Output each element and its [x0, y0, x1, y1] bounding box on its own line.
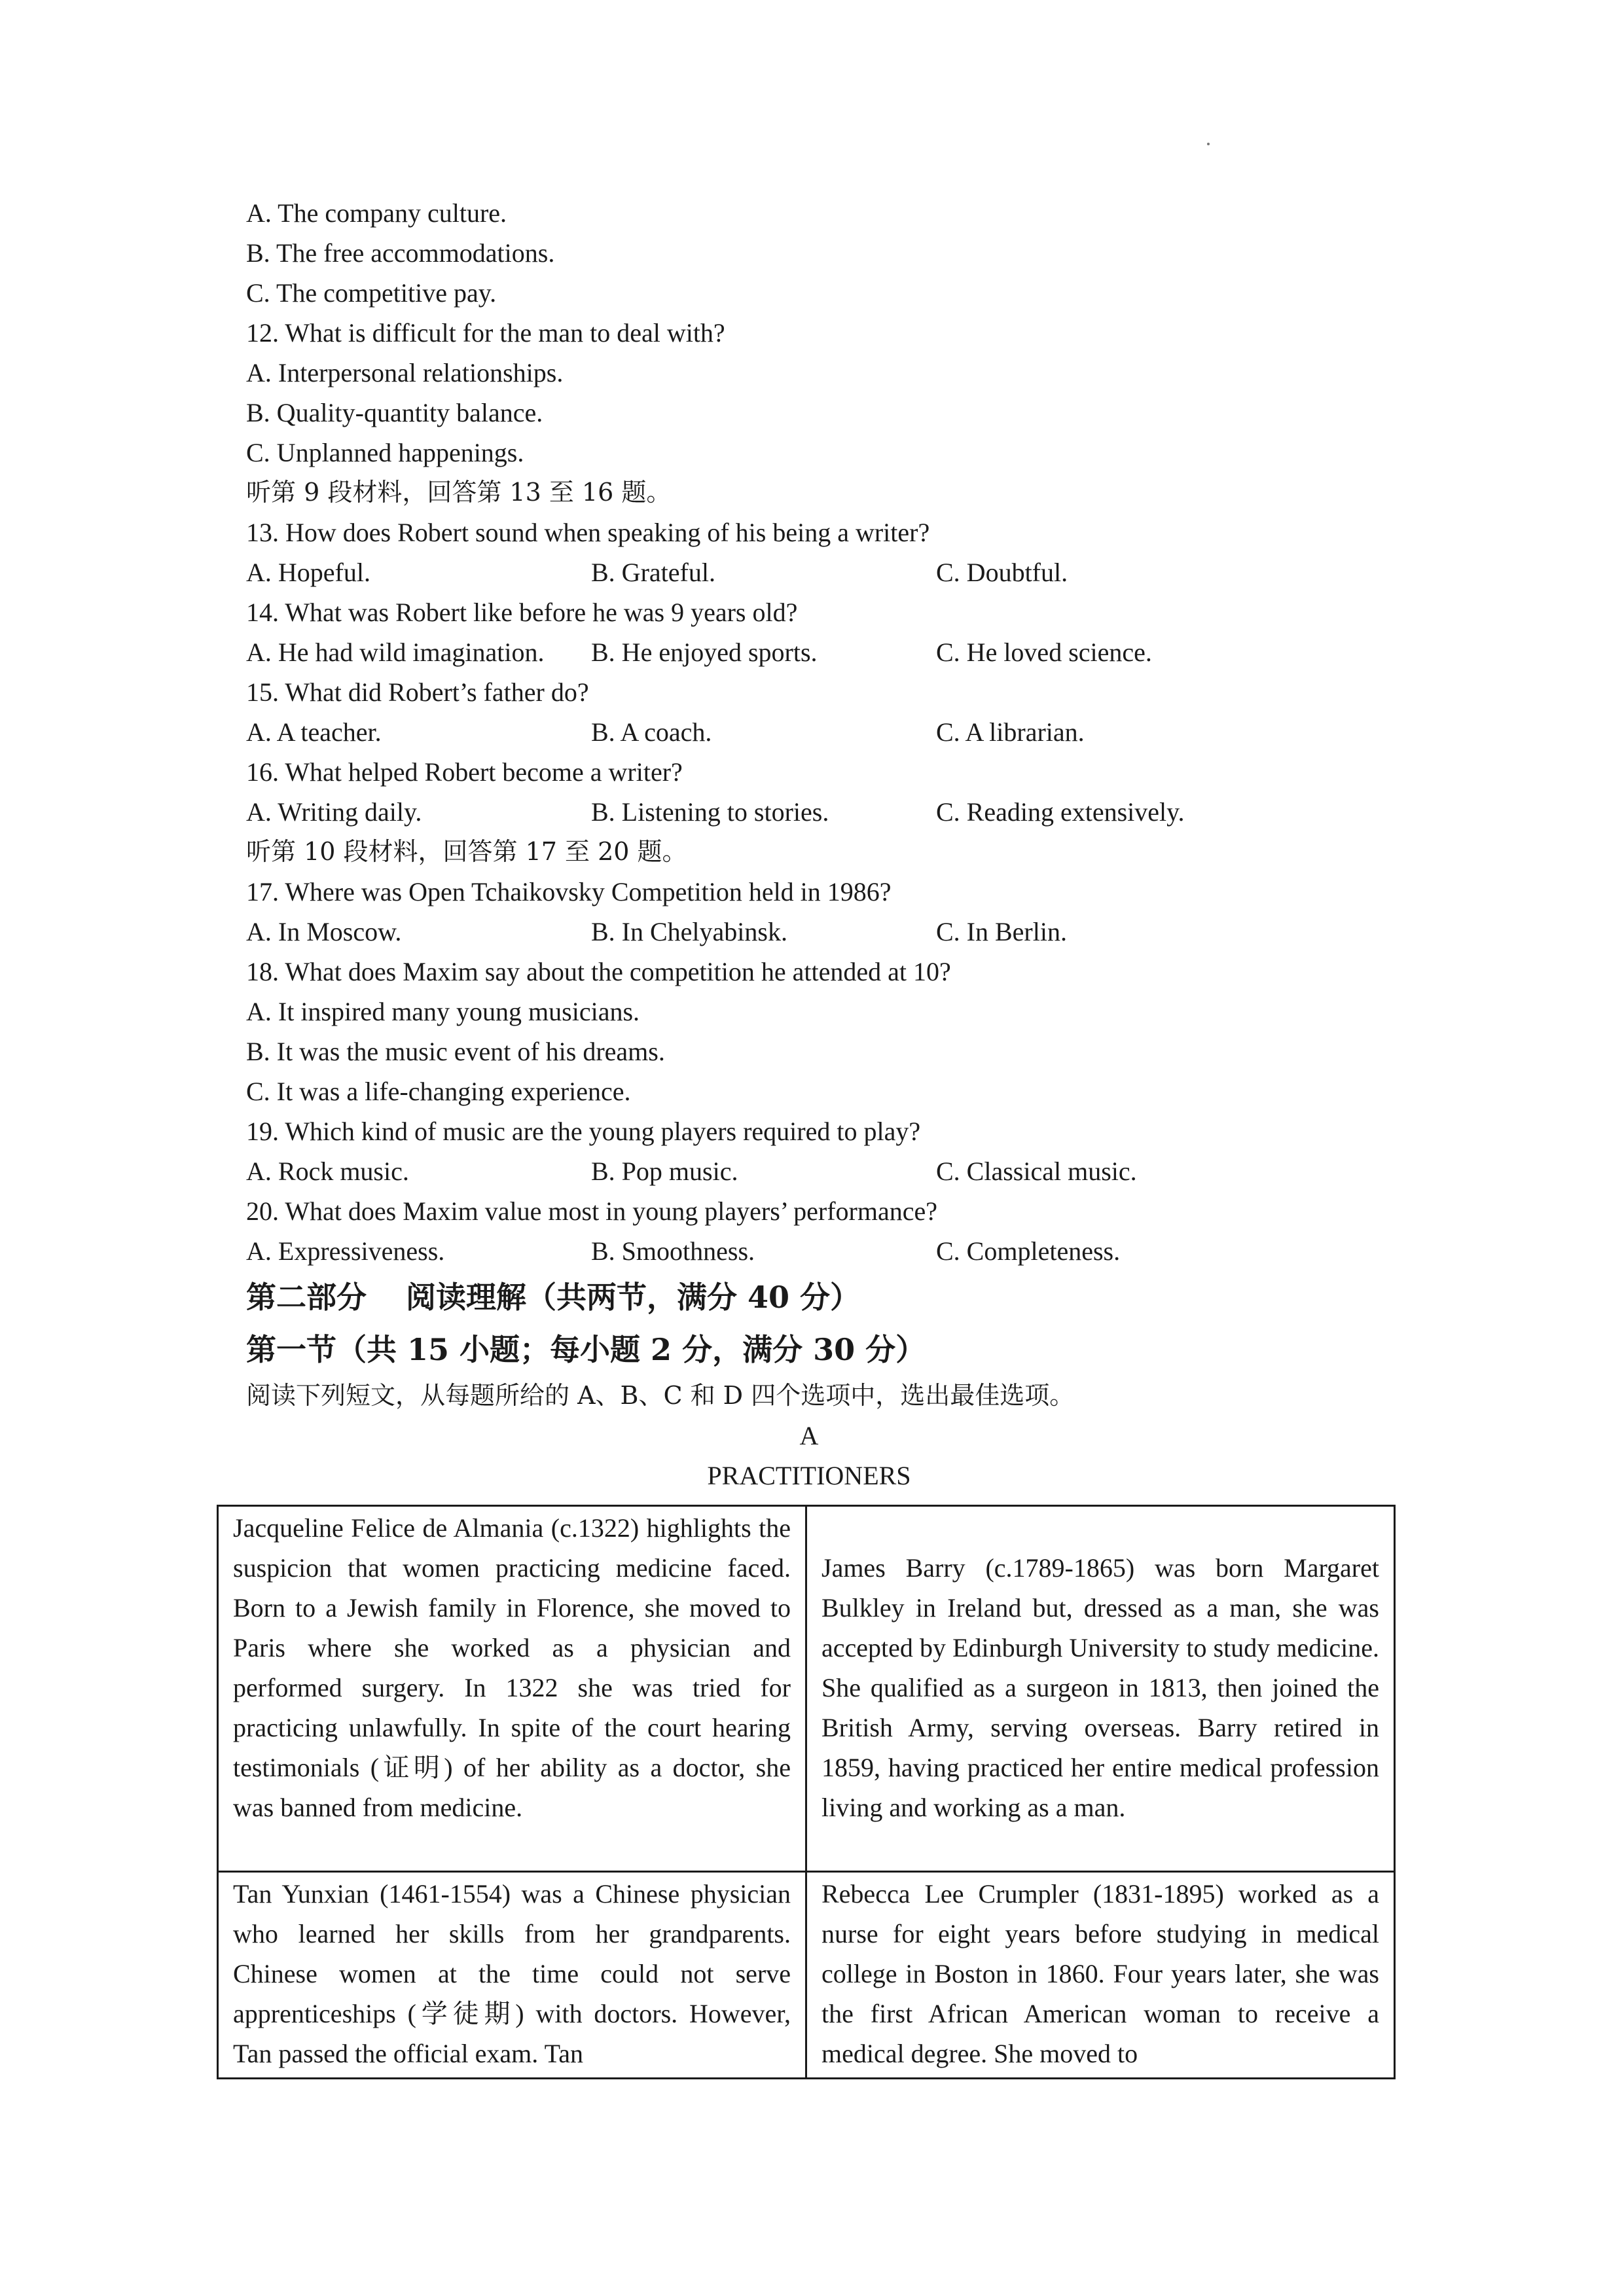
q14-option-a: A. He had wild imagination. — [246, 637, 545, 667]
q19-option-b: B. Pop music. — [591, 1157, 738, 1186]
q18-option-b: B. It was the music event of his dreams. — [246, 1037, 665, 1066]
q13-options — [246, 552, 1398, 592]
reading-instructions: 阅读下列短文，从每题所给的 A、B、C 和 D 四个选项中，选出最佳选项。 — [246, 1381, 1075, 1410]
q13-option-b: B. Grateful. — [591, 558, 715, 587]
scan-speck — [1207, 143, 1210, 145]
q20-option-a: A. Expressiveness. — [246, 1236, 445, 1266]
part2-heading-title: 阅读理解（共两节，满分 40 分） — [406, 1280, 861, 1315]
section10-instruction: 听第 10 段材料，回答第 17 至 20 题。 — [246, 837, 687, 866]
cell-barry: James Barry (c.1789-1865) was born Margaret Bulkley in Ireland but, dressed as a man, she was accepted by Edinburgh University to study medicine. She qualified as a surgeon in 1813, then joined the British Army, serving overseas. Barry retired in 1859, having practiced her entire medical profession living and working as a man. — [806, 1506, 1395, 1872]
table-row — [218, 1506, 1395, 1872]
cell-almania: Jacqueline Felice de Almania (c.1322) highlights the suspicion that women practicing medicine faced. Born to a Jewish family in Florence, she moved to Paris where she worked as a physician and performed surgery. In 1322 she was tried for practicing unlawfully. In spite of the court hearing testimonials (证明) of her ability as a doctor, she was banned from medicine. — [218, 1506, 806, 1872]
q15-stem: 15. What did Robert’s father do? — [246, 677, 589, 707]
passage-title: PRACTITIONERS — [707, 1461, 911, 1490]
q14-options — [246, 632, 1398, 672]
q20-options — [246, 1231, 1398, 1271]
q18-option-c: C. It was a life-changing experience. — [246, 1077, 631, 1106]
q13-stem: 13. How does Robert sound when speaking of his being a writer? — [246, 518, 930, 547]
q16-option-a: A. Writing daily. — [246, 797, 422, 827]
practitioners-table — [217, 1505, 1396, 2079]
q14-option-c: C. He loved science. — [936, 637, 1152, 667]
q15-option-c: C. A librarian. — [936, 717, 1085, 747]
part2-heading — [246, 1271, 1398, 1323]
q11-option-a: A. The company culture. — [246, 198, 507, 228]
q19-options — [246, 1151, 1398, 1191]
q17-option-b: B. In Chelyabinsk. — [591, 917, 787, 946]
section1-heading: 第一节（共 15 小题；每小题 2 分，满分 30 分） — [246, 1332, 926, 1367]
passage-letter: A — [799, 1421, 819, 1450]
listening-questions — [246, 193, 1398, 1496]
q11-option-b: B. The free accommodations. — [246, 238, 555, 268]
q18-stem: 18. What does Maxim say about the competition he attended at 10? — [246, 957, 951, 986]
q11-option-c: C. The competitive pay. — [246, 278, 497, 308]
q13-option-a: A. Hopeful. — [246, 558, 370, 587]
cell-tan-yunxian: Tan Yunxian (1461-1554) was a Chinese physician who learned her skills from her grandparents. Chinese women at the time could not serve apprenticeships (学徒期) with doctors. However, Tan passed the official exam. Tan — [218, 1872, 806, 2079]
q19-option-c: C. Classical music. — [936, 1157, 1137, 1186]
q14-stem: 14. What was Robert like before he was 9 years old? — [246, 598, 798, 627]
q14-option-b: B. He enjoyed sports. — [591, 637, 818, 667]
q15-options — [246, 712, 1398, 752]
part2-heading-label: 第二部分 — [246, 1280, 367, 1315]
q15-option-b: B. A coach. — [591, 717, 712, 747]
q16-options — [246, 792, 1398, 832]
q12-option-b: B. Quality-quantity balance. — [246, 398, 543, 427]
q12-stem: 12. What is difficult for the man to deal with? — [246, 318, 725, 348]
q12-option-c: C. Unplanned happenings. — [246, 438, 524, 467]
q16-option-b: B. Listening to stories. — [591, 797, 829, 827]
cell-crumpler: Rebecca Lee Crumpler (1831-1895) worked as a nurse for eight years before studying in medical college in Boston in 1860. Four years later, she was the first African American woman to receive a medical degree. She moved to — [806, 1872, 1395, 2079]
q17-option-a: A. In Moscow. — [246, 917, 402, 946]
q17-options — [246, 912, 1398, 952]
q19-stem: 19. Which kind of music are the young players required to play? — [246, 1117, 921, 1146]
q16-option-c: C. Reading extensively. — [936, 797, 1185, 827]
q15-option-a: A. A teacher. — [246, 717, 382, 747]
q13-option-c: C. Doubtful. — [936, 558, 1068, 587]
q20-stem: 20. What does Maxim value most in young players’ performance? — [246, 1196, 937, 1226]
q18-option-a: A. It inspired many young musicians. — [246, 997, 640, 1026]
q16-stem: 16. What helped Robert become a writer? — [246, 757, 683, 787]
table-row — [218, 1872, 1395, 2079]
q17-stem: 17. Where was Open Tchaikovsky Competition held in 1986? — [246, 877, 892, 906]
q19-option-a: A. Rock music. — [246, 1157, 409, 1186]
q20-option-c: C. Completeness. — [936, 1236, 1121, 1266]
q12-option-a: A. Interpersonal relationships. — [246, 358, 564, 387]
q20-option-b: B. Smoothness. — [591, 1236, 755, 1266]
q17-option-c: C. In Berlin. — [936, 917, 1067, 946]
section9-instruction: 听第 9 段材料，回答第 13 至 16 题。 — [246, 478, 672, 507]
